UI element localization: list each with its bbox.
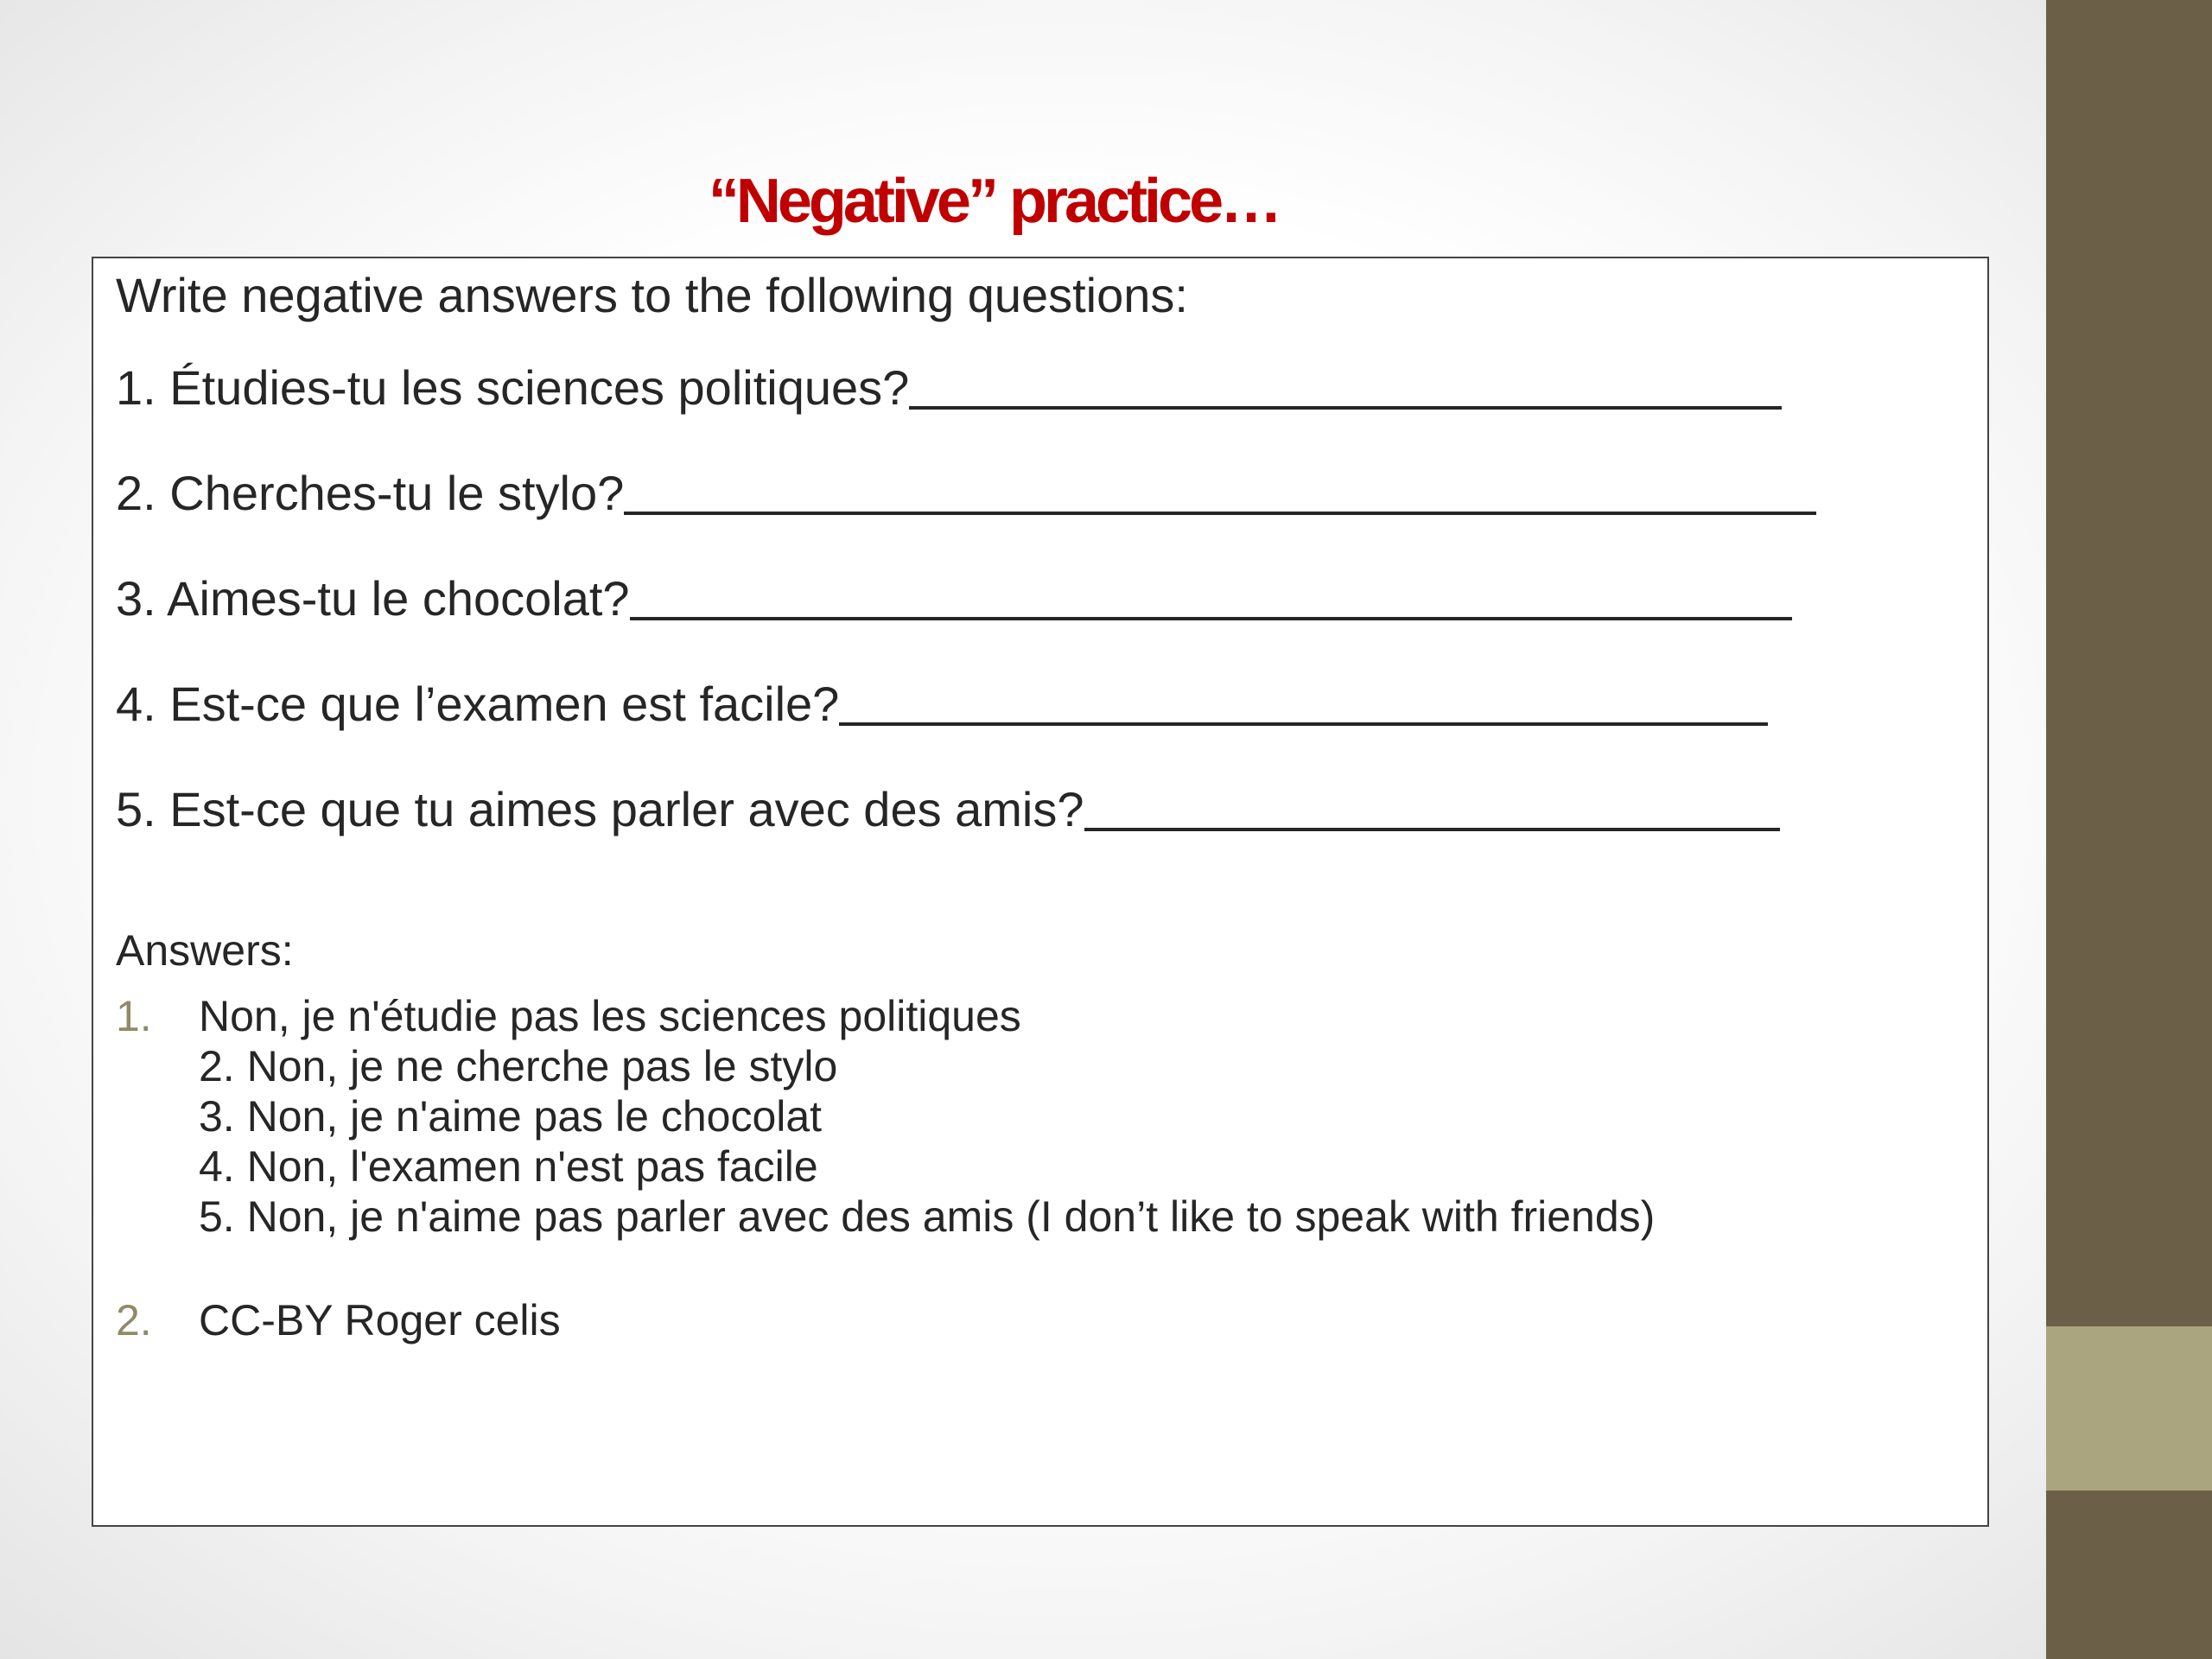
attribution	[199, 1295, 561, 1345]
question-1	[116, 358, 1782, 418]
answer-line-5: 5. Non, je n'aime pas parler avec des amis (I don’t like to speak with friends)	[199, 1192, 1656, 1241]
answer-lines	[199, 991, 1655, 1242]
answer-blank-1	[909, 372, 1782, 410]
answers-label: Answers:	[116, 926, 294, 975]
answer-list-item-2	[116, 1295, 561, 1345]
answer-blank-5	[1084, 793, 1780, 831]
question-2	[116, 463, 1816, 524]
slide-title-text: “Negative” practice…	[708, 167, 1280, 236]
content-box	[92, 257, 1989, 1527]
question-3-text: 3. Aimes-tu le chocolat?	[116, 571, 630, 626]
attribution-text: CC-BY Roger celis	[199, 1296, 561, 1344]
question-5	[116, 779, 1780, 840]
answer-list-item-1	[116, 991, 1655, 1242]
slide-title	[0, 162, 1987, 240]
answer-line-2: 2. Non, je ne cherche pas le stylo	[199, 1042, 838, 1090]
answer-blank-3	[630, 582, 1792, 620]
answer-blank-2	[624, 477, 1816, 515]
question-5-text: 5. Est-ce que tu aimes parler avec des amis?	[116, 782, 1084, 836]
list-number-1: 1.	[116, 992, 152, 1040]
instruction-text: Write negative answers to the following questions:	[116, 268, 1188, 322]
question-2-text: 2. Cherches-tu le stylo?	[116, 466, 625, 520]
question-1-text: 1. Étudies-tu les sciences politiques?	[116, 360, 910, 415]
answer-blank-4	[839, 688, 1768, 726]
answer-line-4: 4. Non, l'examen n'est pas facile	[199, 1142, 818, 1191]
question-3	[116, 569, 1792, 629]
list-number-2: 2.	[116, 1296, 152, 1344]
sidebar-accent-block	[2046, 1326, 2212, 1491]
question-4	[116, 674, 1768, 734]
answer-line-3: 3. Non, je n'aime pas le chocolat	[199, 1092, 823, 1141]
answer-line-1: Non, je n'étudie pas les sciences politiques	[199, 992, 1021, 1040]
question-4-text: 4. Est-ce que l’examen est facile?	[116, 677, 840, 731]
